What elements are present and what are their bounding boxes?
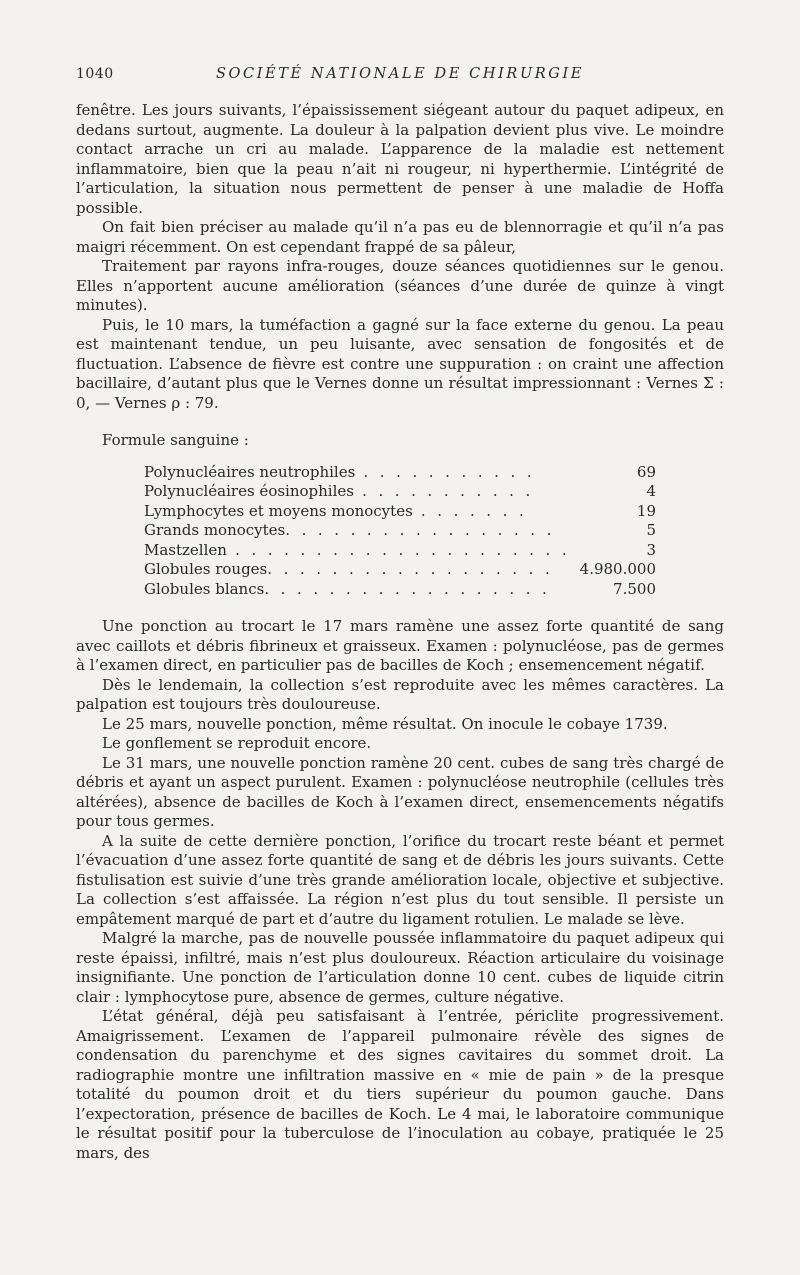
paragraph: Malgré la marche, pas de nouvelle poussée inflammatoire du paquet adipeux qui reste épaissi, infiltré, mais n’est plus douloureux. Réaction articulaire du voisinage insignifiante. Une ponction de l’articulation donne 10 cent. cubes de liquide citrin clair : lymphocytose pure, absence de germes, culture négative. [76, 929, 724, 1006]
table-row [144, 521, 656, 541]
paragraph: A la suite de cette dernière ponction, l’orifice du trocart reste béant et permet l’évacuation d’une assez forte quantité de sang et de débris les jours suivants. Cette fistulisation est suivie d’une très grande amélioration locale, objective et subjective. La collection s’est affaissée. La région n’est plus du tout sensible. Il persiste un empâtement marqué de part et d’autre du ligament rotulien. Le malade se lève. [76, 831, 724, 928]
body-text [76, 101, 724, 1163]
paragraph: On fait bien préciser au malade qu’il n’a pas eu de blennorragie et qu’il n’a pas maigri récemment. On est cependant frappé de sa pâleur, [76, 218, 724, 256]
paragraph: Une ponction au trocart le 17 mars ramène une assez forte quantité de sang avec caillots et débris fibrineux et graisseux. Examen : polynucléose, pas de germes à l’examen direct, en particulier pas de bacilles de Koch ; ensemencement négatif. [76, 617, 724, 674]
dot-leader: . . . . . . . . . . . [355, 462, 535, 481]
row-label: Globules rouges [144, 560, 268, 578]
paragraph: Le 31 mars, une nouvelle ponction ramène 20 cent. cubes de sang très chargé de débris et ayant un aspect purulent. Examen : polynucléose neutrophile (cellules très altérées), absence de bacilles de Koch à l’examen direct, ensemencements négatifs pour tous germes. [76, 753, 724, 830]
paragraph: Traitement par rayons infra-rouges, douze séances quotidiennes sur le genou. Elles n’apportent aucune amélioration (séances d’une durée de quinze à vingt minutes). [76, 257, 724, 314]
page-number: 1040 [76, 66, 114, 82]
row-label: Mastzellen [144, 540, 227, 559]
paragraph: Puis, le 10 mars, la tuméfaction a gagné sur la face externe du genou. La peau est maintenant tendue, un peu luisante, avec sensation de fongosités et de fluctuation. L’absence de fièvre est contre une suppuration : on craint une affection bacillaire, d’autant plus que le Vernes donne un résultat impressionnant : Vernes Σ : 0, — Vernes ρ : 79. [76, 315, 724, 412]
row-label: Polynucléaires neutrophiles [144, 462, 356, 481]
running-title: SOCIÉTÉ NATIONALE DE CHIRURGIE [216, 66, 584, 82]
row-value: 5 [646, 521, 656, 539]
table-row [144, 580, 656, 600]
row-label: Lymphocytes et moyens monocytes [144, 501, 413, 520]
paragraph: Le 25 mars, nouvelle ponction, même résultat. On inocule le cobaye 1739. [102, 714, 668, 733]
dot-leader: . . . . . . . . . . . . . . . . . . [264, 579, 551, 598]
formula-label: Formule sanguine : [102, 431, 249, 449]
blood-formula-table [144, 463, 656, 600]
row-value: 3 [646, 540, 656, 559]
paragraph: Dès le lendemain, la collection s’est reproduite avec les mêmes caractères. La palpation est toujours très douloureuse. [76, 675, 724, 713]
row-value: 19 [636, 501, 656, 520]
dot-leader: . . . . . . . [412, 501, 528, 520]
table-row [144, 463, 656, 483]
row-value: 4.980.000 [579, 560, 656, 578]
table-row [144, 541, 656, 561]
dot-leader: . . . . . . . . . . . . . . . . . . [267, 560, 554, 578]
table-row [144, 482, 656, 502]
dot-leader: . . . . . . . . . . . . . . . . . [285, 521, 555, 539]
row-label: Grands monocytes [144, 521, 286, 539]
table-row [144, 560, 656, 580]
paragraph: Le gonflement se reproduit encore. [102, 734, 372, 752]
paragraph: L’état général, déjà peu satisfaisant à l’entrée, périclite progressivement. Amaigrissement. L’examen de l’appareil pulmonaire révèle des signes de condensation du parenchyme et des signes cavitaires du sommet droit. La radiographie montre une infiltration massive en « mie de pain » de la presque totalité du poumon droit et du tiers supérieur du poumon gauche. Dans l’expectoration, présence de bacilles de Koch. Le 4 mai, le laboratoire communique le résultat positif pour la tuberculose de l’inoculation au cobaye, pratiquée le 25 mars, des [76, 1007, 724, 1162]
dot-leader: . . . . . . . . . . . . . . . . . . . . . [226, 540, 571, 559]
row-value: 4 [646, 482, 656, 500]
page-header [76, 66, 724, 86]
paragraph: fenêtre. Les jours suivants, l’épaississement siégeant autour du paquet adipeux, en dedans surtout, augmente. La douleur à la palpation devient plus vive. Le moindre contact arrache un cri au malade. L’apparence de la maladie est nettement inflammatoire, bien que la peau n’ait ni rougeur, ni hyperthermie. L’intégrité de l’articulation, la situation nous permettent de penser à une maladie de Hoffa possible. [76, 101, 724, 217]
row-label: Globules blancs [144, 579, 265, 598]
row-value: 69 [636, 462, 656, 481]
dot-leader: . . . . . . . . . . . [353, 482, 534, 500]
paragraphs-after [76, 617, 724, 1163]
row-label: Polynucléaires éosinophiles [144, 482, 354, 500]
table-row [144, 502, 656, 522]
row-value: 7.500 [613, 579, 656, 598]
